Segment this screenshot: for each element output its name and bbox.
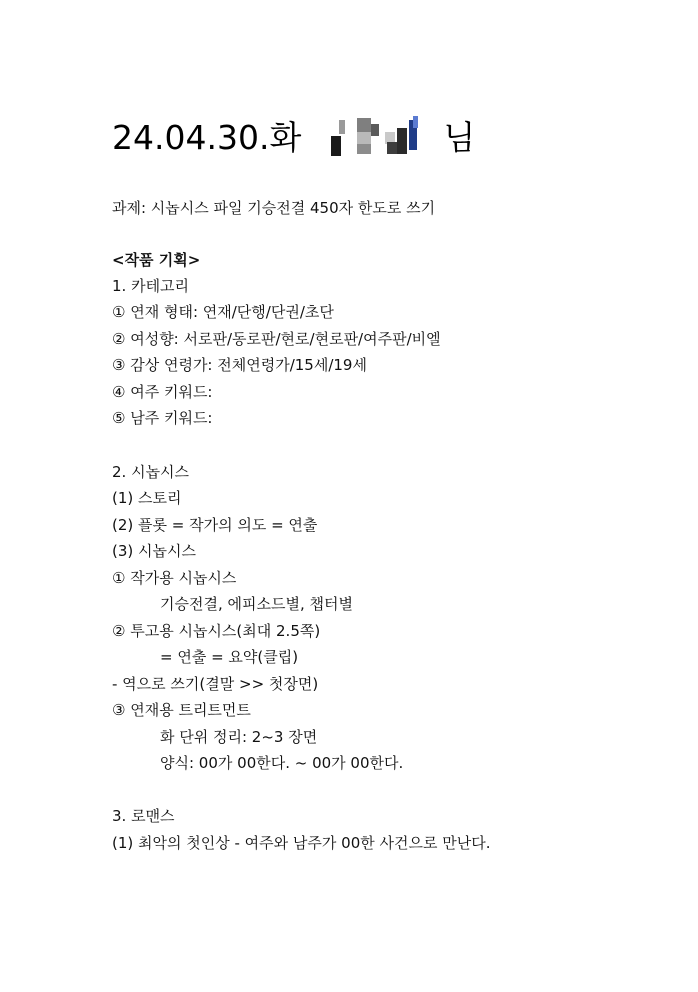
synopsis-syn: (3) 시놉시스	[112, 542, 196, 560]
category-title: 1. 카테고리	[112, 277, 190, 295]
planning-heading: <작품 기획>	[112, 251, 201, 269]
synopsis-writer: ① 작가용 시놉시스	[112, 569, 237, 587]
synopsis-serial-detail-2: 양식: 00가 00한다. ~ 00가 00한다.	[160, 754, 404, 772]
category-item-serial-format: ① 연재 형태: 연재/단행/단권/초단	[112, 303, 334, 321]
title-date: 24.04.30.화	[112, 117, 302, 157]
category-item-age-rating: ③ 감상 연령가: 전체연령가/15세/19세	[112, 356, 367, 374]
synopsis-submission-detail: = 연출 = 요약(클립)	[160, 648, 299, 666]
synopsis-plot: (2) 플롯 = 작가의 의도 = 연출	[112, 516, 318, 534]
synopsis-title: 2. 시놉시스	[112, 463, 190, 481]
category-item-hero-keyword: ⑤ 남주 키워드:	[112, 409, 213, 427]
category-item-heroine-keyword: ④ 여주 키워드:	[112, 383, 213, 401]
synopsis-writer-detail: 기승전결, 에피소드별, 챕터별	[160, 595, 353, 613]
redacted-name-image	[327, 114, 423, 156]
title-suffix: 님	[443, 117, 476, 157]
category-item-female-oriented: ② 여성향: 서로판/동로판/현로/현로판/여주판/비엘	[112, 330, 441, 348]
synopsis-story: (1) 스토리	[112, 489, 182, 507]
title-row	[112, 110, 475, 160]
synopsis-serial: ③ 연재용 트리트먼트	[112, 701, 251, 719]
synopsis-submission: ② 투고용 시놉시스(최대 2.5쪽)	[112, 622, 321, 640]
romance-title: 3. 로맨스	[112, 807, 175, 825]
task-line: 과제: 시놉시스 파일 기승전결 450자 한도로 쓰기	[112, 199, 436, 217]
synopsis-reverse: - 역으로 쓰기(결말 >> 첫장면)	[112, 675, 319, 693]
romance-item-1: (1) 최악의 첫인상 - 여주와 남주가 00한 사건으로 만난다.	[112, 834, 491, 852]
synopsis-serial-detail-1: 화 단위 정리: 2~3 장면	[160, 728, 318, 746]
